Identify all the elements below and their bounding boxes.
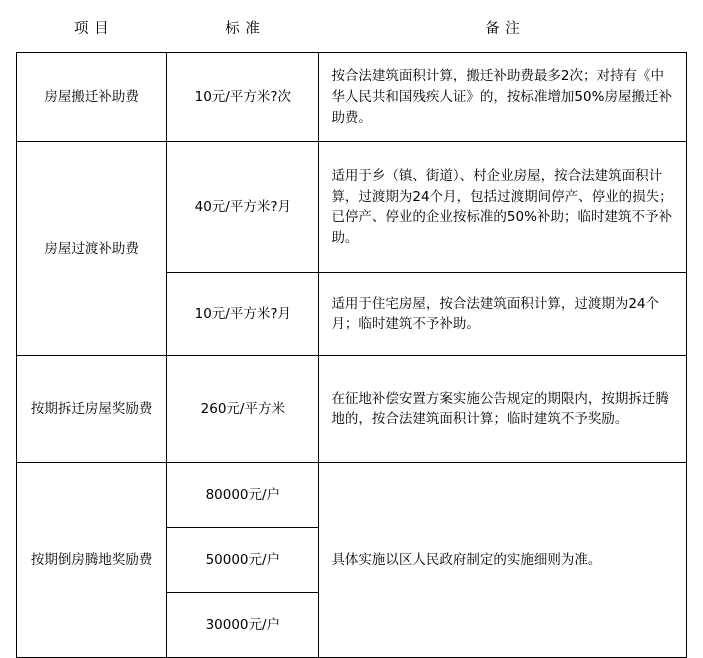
header-standard: 标 准 (167, 4, 319, 53)
row-note-text: 适用于乡（镇、街道）、村企业房屋，按合法建筑面积计算，过渡期为24个月，包括过渡期间停产、停业的损失；已停产、停业的企业按标准的50%补助；临时建筑不予补助。 (319, 142, 687, 273)
row-standard-value: 40元/平方米?月 (167, 142, 319, 273)
table-row (17, 142, 687, 273)
row-note-text: 在征地补偿安置方案实施公告规定的期限内，按期拆迁腾地的，按合法建筑面积计算；临时建筑不予奖励。 (319, 356, 687, 463)
row-item-label: 按期倒房腾地奖励费 (17, 463, 167, 658)
header-note: 备 注 (319, 4, 687, 53)
table-row (17, 53, 687, 142)
row-standard-value: 30000元/户 (167, 593, 319, 658)
document-page (0, 4, 703, 633)
table-header-row (17, 4, 687, 53)
row-item-label: 按期拆迁房屋奖励费 (17, 356, 167, 463)
row-note-text: 适用于住宅房屋，按合法建筑面积计算，过渡期为24个月；临时建筑不予补助。 (319, 273, 687, 356)
row-standard-value: 260元/平方米 (167, 356, 319, 463)
table-row (17, 356, 687, 463)
row-note-text: 按合法建筑面积计算，搬迁补助费最多2次；对持有《中华人民共和国残疾人证》的，按标准增加50%房屋搬迁补助费。 (319, 53, 687, 142)
row-note-text: 具体实施以区人民政府制定的实施细则为准。 (319, 463, 687, 658)
row-item-label: 房屋过渡补助费 (17, 142, 167, 356)
row-standard-value: 50000元/户 (167, 528, 319, 593)
compensation-standards-table (16, 4, 687, 658)
row-standard-value: 80000元/户 (167, 463, 319, 528)
table-row (17, 463, 687, 528)
row-item-label: 房屋搬迁补助费 (17, 53, 167, 142)
row-standard-value: 10元/平方米?月 (167, 273, 319, 356)
header-item: 项 目 (17, 4, 167, 53)
row-standard-value: 10元/平方米?次 (167, 53, 319, 142)
